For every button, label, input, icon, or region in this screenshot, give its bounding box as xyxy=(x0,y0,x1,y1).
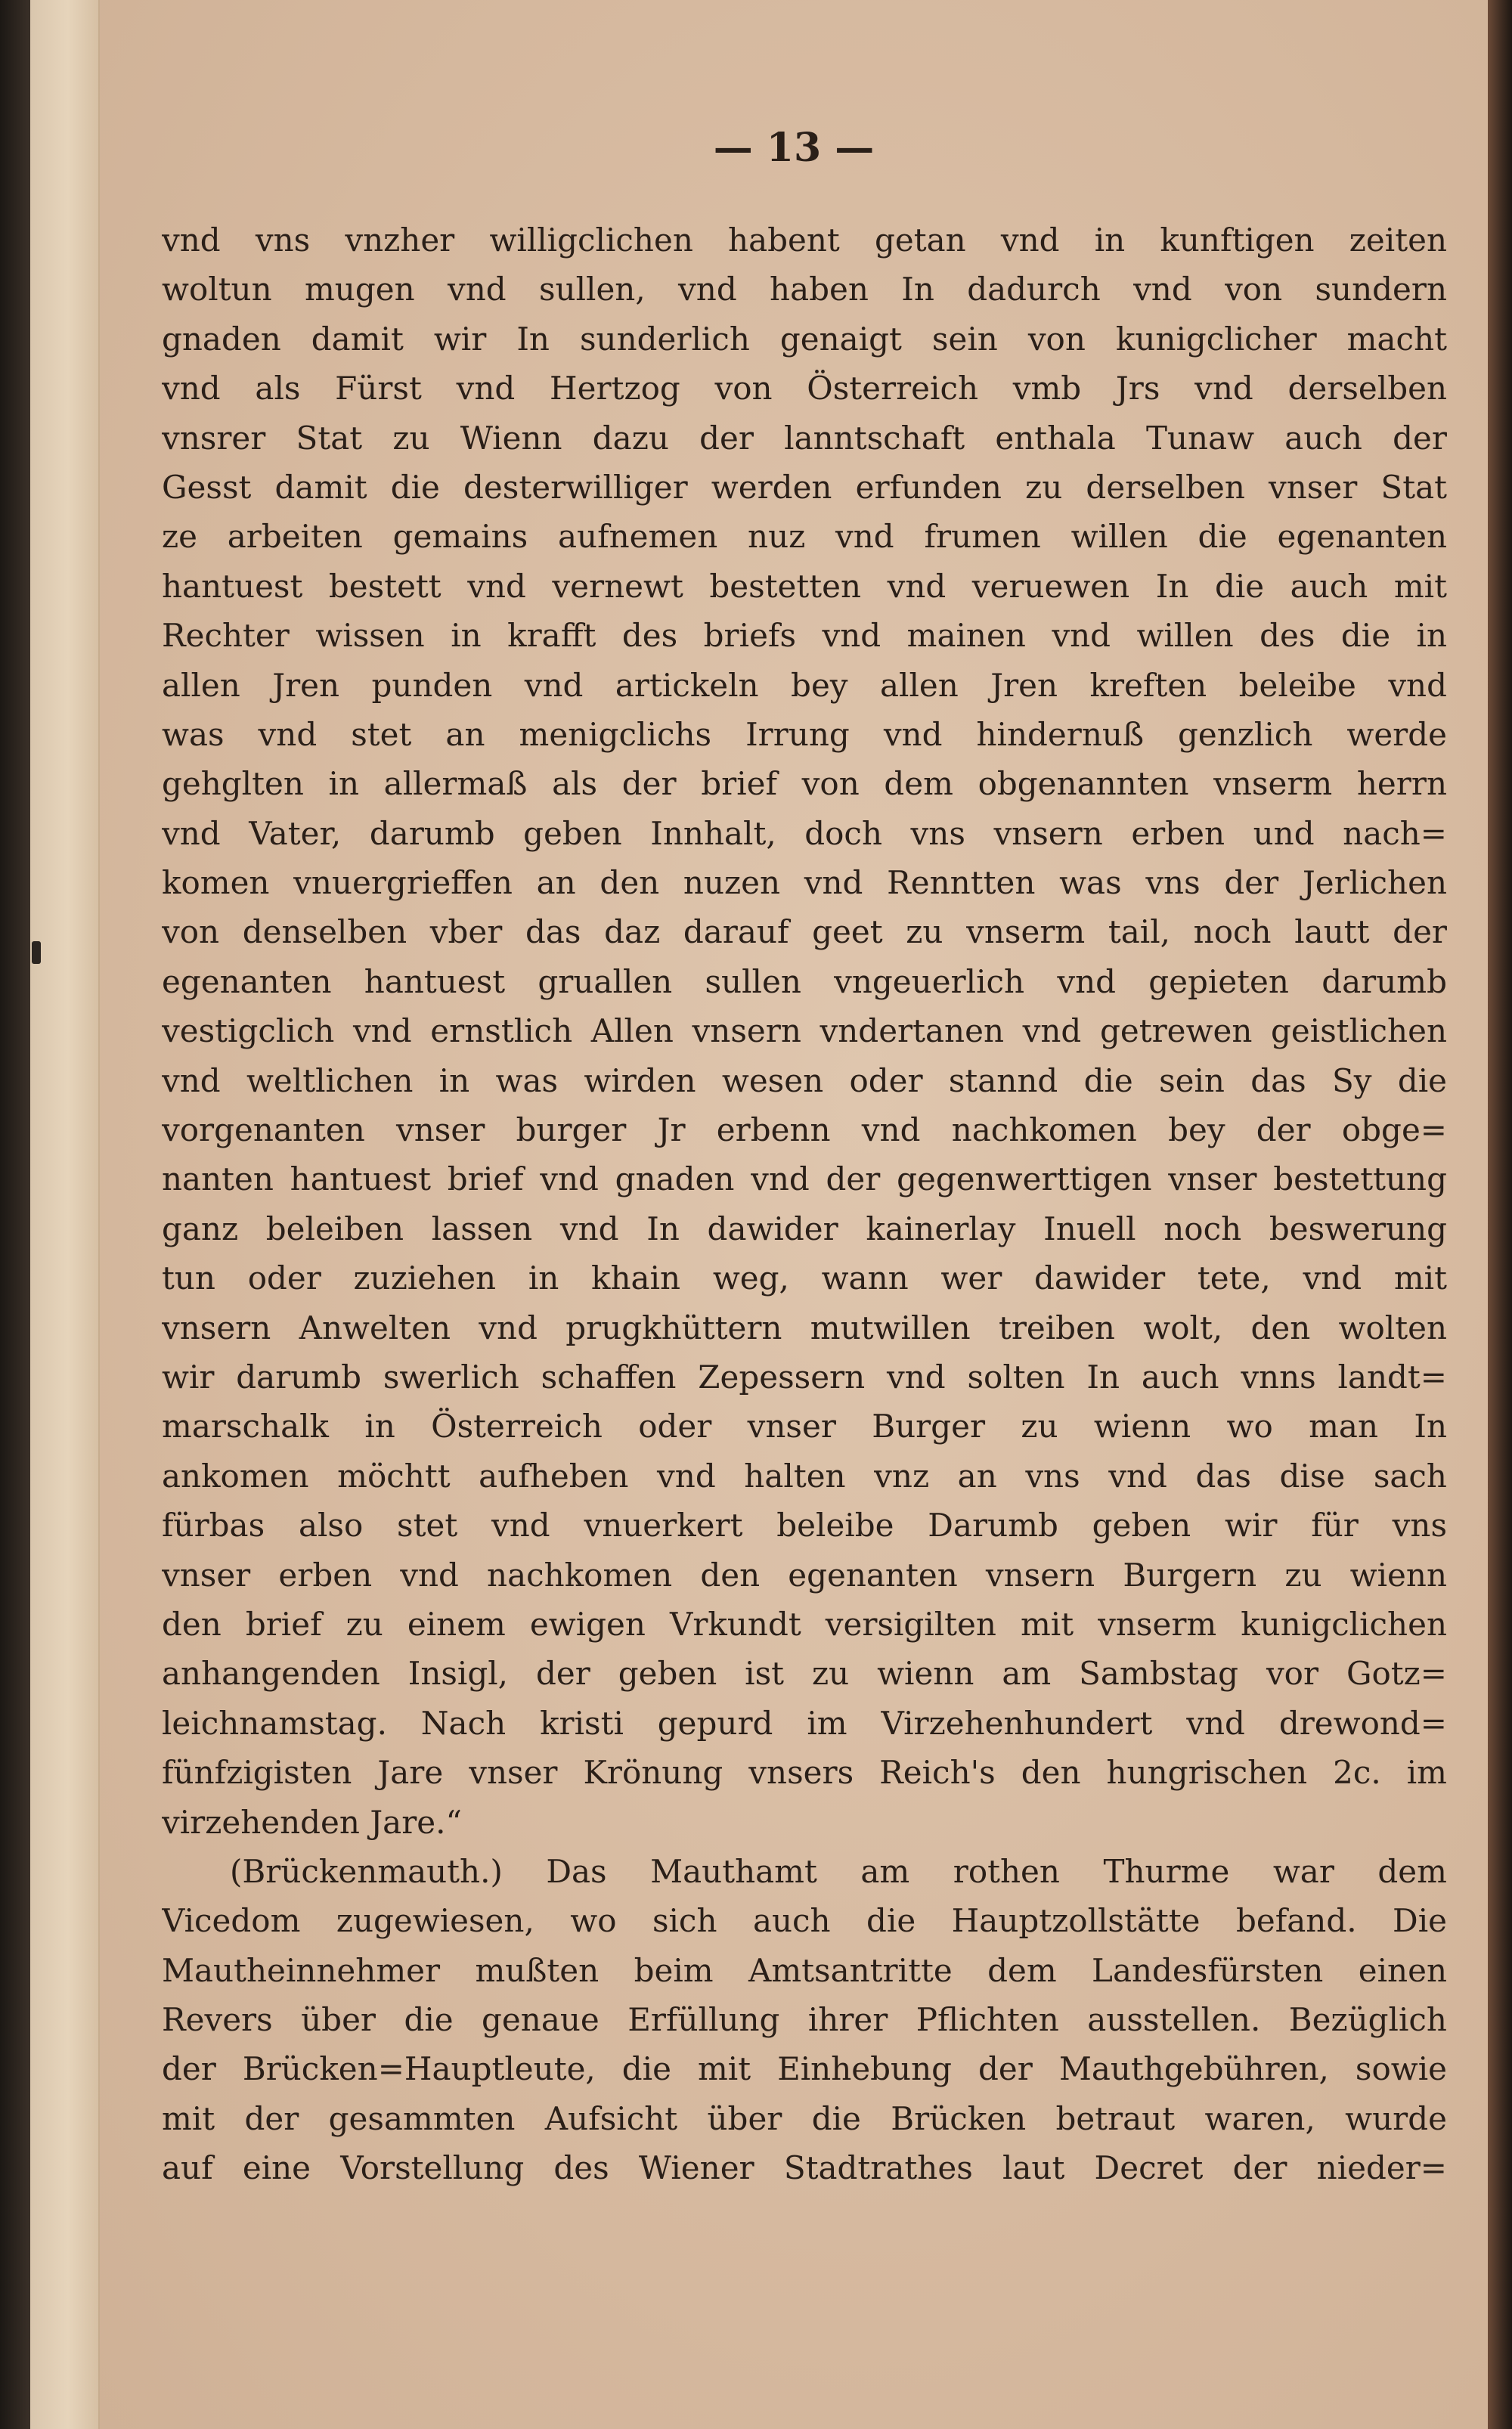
text-line: hantuest bestett vnd vernewt bestetten vnd veruewen In die auch mit xyxy=(162,567,1447,605)
book-gutter xyxy=(30,0,100,2429)
text-line: allen Jren punden vnd artickeln bey allen Jren kreften beleibe vnd xyxy=(162,666,1447,704)
scan-background-left xyxy=(0,0,30,2429)
text-line: vnd vns vnzher willigclichen habent getan vnd in kunftigen zeiten xyxy=(162,222,1447,259)
text-line: von denselben vber das daz darauf geet zu vnserm tail, noch lautt der xyxy=(162,913,1447,951)
text-line: mit der gesammten Aufsicht über die Brücken betraut waren, wurde xyxy=(162,2099,1447,2137)
text-line: anhangenden Insigl, der geben ist zu wienn am Sambstag vor Gotz= xyxy=(162,1655,1447,1693)
text-line: fünfzigisten Jare vnser Krönung vnsers Reich's den hungrischen 2c. im xyxy=(162,1754,1447,1792)
text-line: (Brückenmauth.) Das Mauthamt am rothen Thurme war dem xyxy=(230,1852,1447,1890)
text-line: vorgenanten vnser burger Jr erbenn vnd nachkomen bey der obge= xyxy=(162,1111,1447,1149)
text-line: vnd weltlichen in was wirden wesen oder stannd die sein das Sy die xyxy=(162,1061,1447,1099)
text-line: vnsrer Stat zu Wienn dazu der lanntschaft enthala Tunaw auch der xyxy=(162,419,1447,457)
text-line: marschalk in Österreich oder vnser Burger zu wienn wo man In xyxy=(162,1408,1447,1445)
text-line: vestigclich vnd ernstlich Allen vnsern vndertanen vnd getrewen geistlichen xyxy=(162,1012,1447,1050)
text-line: Revers über die genaue Erfüllung ihrer Pflichten ausstellen. Bezüglich xyxy=(162,2001,1447,2039)
text-line: Gesst damit die desterwilliger werden erfunden zu derselben vnser Stat xyxy=(162,468,1447,506)
text-line: nanten hantuest brief vnd gnaden vnd der gegenwerttigen vnser bestettung xyxy=(162,1160,1447,1198)
text-line: vnd Vater, darumb geben Innhalt, doch vns vnsern erben und nach= xyxy=(162,814,1447,852)
text-line: der Brücken=Hauptleute, die mit Einhebung der Mauthgebühren, sowie xyxy=(162,2050,1447,2088)
text-line: wir darumb swerlich schaffen Zepessern vnd solten In auch vnns landt= xyxy=(162,1358,1447,1396)
text-line: vnsern Anwelten vnd prugkhüttern mutwillen treiben wolt, den wolten xyxy=(162,1309,1447,1346)
text-line: komen vnuergrieffen an den nuzen vnd Renntten was vns der Jerlichen xyxy=(162,864,1447,902)
scan-background-right xyxy=(1488,0,1512,2429)
text-line: was vnd stet an menigclichs Irrung vnd hindernuß genzlich werde xyxy=(162,715,1447,753)
text-line: woltun mugen vnd sullen, vnd haben In dadurch vnd von sundern xyxy=(162,271,1447,308)
text-line: vnser erben vnd nachkomen den egenanten vnsern Burgern zu wienn xyxy=(162,1556,1447,1594)
text-line: ankomen möchtt aufheben vnd halten vnz an vns vnd das dise sach xyxy=(162,1457,1447,1495)
text-line: Mautheinnehmer mußten beim Amtsantritte dem Landesfürsten einen xyxy=(162,1951,1447,1989)
text-line: ze arbeiten gemains aufnemen nuz vnd frumen willen die egenanten xyxy=(162,518,1447,556)
text-line: Rechter wissen in krafft des briefs vnd mainen vnd willen des die in xyxy=(162,617,1447,655)
text-line: virzehenden Jare.“ xyxy=(162,1803,462,1841)
text-line: gehglten in allermaß als der brief von dem obgenannten vnserm herrn xyxy=(162,765,1447,803)
text-line: vnd als Fürst vnd Hertzog von Österreich vmb Jrs vnd derselben xyxy=(162,370,1447,407)
text-line: leichnamstag. Nach kristi gepurd im Virzehenhundert vnd drewond= xyxy=(162,1704,1447,1742)
gutter-mark xyxy=(32,941,41,964)
text-line: Vicedom zugewiesen, wo sich auch die Hauptzollstätte befand. Die xyxy=(162,1902,1447,1940)
text-line: auf eine Vorstellung des Wiener Stadtrathes laut Decret der nieder= xyxy=(162,2149,1447,2187)
page-number: — 13 — xyxy=(713,125,875,171)
text-line: den brief zu einem ewigen Vrkundt versigilten mit vnserm kunigclichen xyxy=(162,1605,1447,1643)
text-line: ganz beleiben lassen vnd In dawider kainerlay Inuell noch beswerung xyxy=(162,1210,1447,1247)
text-line: fürbas also stet vnd vnuerkert beleibe Darumb geben wir für vns xyxy=(162,1507,1447,1544)
body-text xyxy=(162,215,1447,2193)
book-page xyxy=(100,0,1488,2429)
text-line: tun oder zuziehen in khain weg, wann wer dawider tete, vnd mit xyxy=(162,1259,1447,1297)
text-line: egenanten hantuest gruallen sullen vngeuerlich vnd gepieten darumb xyxy=(162,962,1447,1000)
text-line: gnaden damit wir In sunderlich genaigt sein von kunigclicher macht xyxy=(162,320,1447,358)
